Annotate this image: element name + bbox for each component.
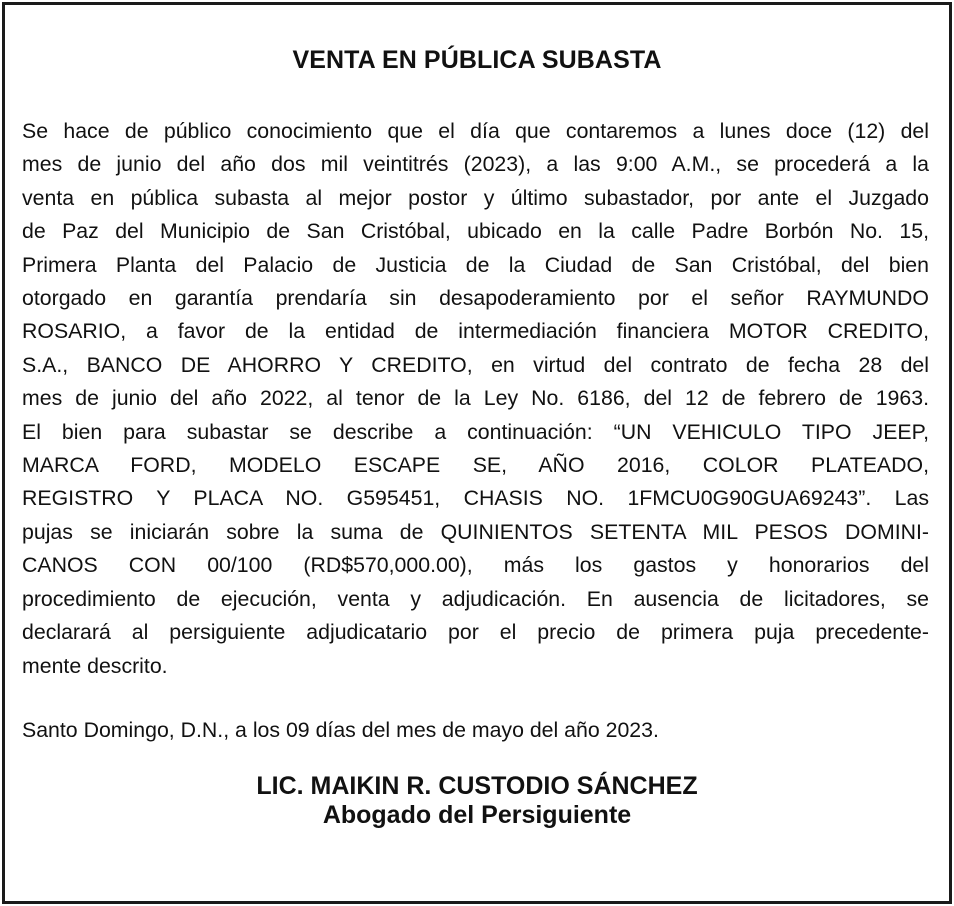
body-line: mes de junio del año 2022, al tenor de la Ley No. 6186, del 12 de febrero de 1963. bbox=[22, 386, 929, 411]
body-line: de Paz del Municipio de San Cristóbal, ubicado en la calle Padre Borbón No. 15, bbox=[22, 219, 929, 244]
body-line: CANOS CON 00/100 (RD$570,000.00), más los gastos y honorarios del bbox=[22, 553, 929, 578]
body-line: mes de junio del año dos mil veintitrés (2023), a las 9:00 A.M., se procederá a la bbox=[22, 152, 929, 177]
place-and-date: Santo Domingo, D.N., a los 09 días del mes de mayo del año 2023. bbox=[22, 718, 659, 742]
body-line: declarará al persiguiente adjudicatario por el precio de primera puja precedente- bbox=[22, 620, 929, 645]
signature-block bbox=[5, 772, 949, 830]
signer-role: Abogado del Persiguiente bbox=[322, 801, 632, 829]
body-line: venta en pública subasta al mejor postor y último subastador, por ante el Juzgado bbox=[22, 185, 929, 210]
body-line: S.A., BANCO DE AHORRO Y CREDITO, en virtud del contrato de fecha 28 del bbox=[22, 352, 929, 377]
body-line: MARCA FORD, MODELO ESCAPE SE, AÑO 2016, COLOR PLATEADO, bbox=[22, 453, 929, 478]
body-line: Primera Planta del Palacio de Justicia de la Ciudad de San Cristóbal, del bien bbox=[22, 252, 929, 277]
body-line: procedimiento de ejecución, venta y adjudicación. En ausencia de licitadores, se bbox=[22, 586, 929, 611]
body-line: ROSARIO, a favor de la entidad de intermediación financiera MOTOR CREDITO, bbox=[22, 319, 929, 344]
body-line: mente descrito. bbox=[22, 653, 168, 678]
notice-title: VENTA EN PÚBLICA SUBASTA bbox=[292, 46, 662, 74]
body-line: REGISTRO Y PLACA NO. G595451, CHASIS NO. 1FMCU0G90GUA69243”. Las bbox=[22, 486, 929, 511]
signer-name: LIC. MAIKIN R. CUSTODIO SÁNCHEZ bbox=[256, 772, 698, 800]
body-line: otorgado en garantía prendaría sin desapoderamiento por el señor RAYMUNDO bbox=[22, 286, 929, 311]
body-line: pujas se iniciarán sobre la suma de QUINIENTOS SETENTA MIL PESOS DOMINI- bbox=[22, 519, 929, 544]
body-line: El bien para subastar se describe a continuación: “UN VEHICULO TIPO JEEP, bbox=[22, 419, 929, 444]
body-line: Se hace de público conocimiento que el día que contaremos a lunes doce (12) del bbox=[22, 119, 929, 143]
legal-notice bbox=[2, 2, 952, 904]
notice-body bbox=[22, 115, 929, 683]
